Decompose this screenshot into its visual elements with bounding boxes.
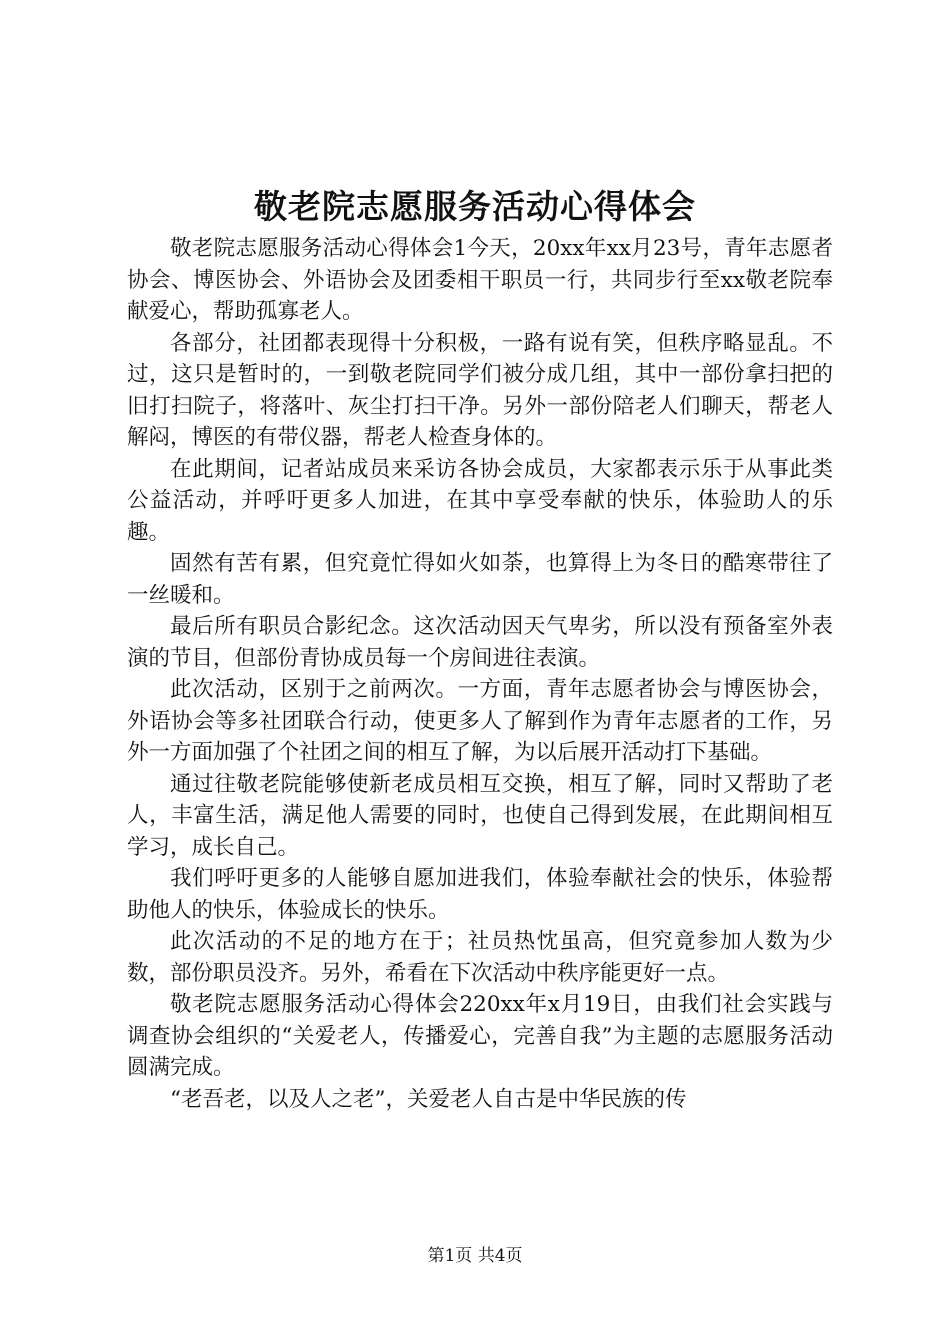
paragraph-1: 敬老院志愿服务活动心得体会1今天，20xx年xx月23号，青年志愿者协会、博医协会、外语协会及团委相干职员一行，共同步行至xx敬老院奉献爱心，帮助孤寡老人。 (127, 236, 833, 324)
document-body (127, 233, 833, 1115)
paragraph-10: 敬老院志愿服务活动心得体会220xx年x月19日，由我们社会实践与调查协会组织的“关爱老人，传播爱心，完善自我”为主题的志愿服务活动圆满完成。 (127, 992, 833, 1080)
paragraph-2: 各部分，社团都表现得十分积极，一路有说有笑，但秩序略显乱。不过，这只是暂时的，一到敬老院同学们被分成几组，其中一部份拿扫把的旧打扫院子，将落叶、灰尘打扫干净。另外一部份陪老人们聊天，帮老人解闷，博医的有带仪器，帮老人检查身体的。 (127, 330, 833, 450)
paragraph-3: 在此期间，记者站成员来采访各协会成员，大家都表示乐于从事此类公益活动，并呼吁更多人加进，在其中享受奉献的快乐，体验助人的乐趣。 (127, 456, 833, 545)
page-footer: 第1页 共4页 (427, 1246, 523, 1266)
paragraph-6: 此次活动，区别于之前两次。一方面，青年志愿者协会与博医协会，外语协会等多社团联合行动，使更多人了解到作为青年志愿者的工作，另外一方面加强了个社团之间的相互了解，为以后展开活动打下基础。 (127, 677, 833, 765)
paragraph-7: 通过往敬老院能够使新老成员相互交换，相互了解，同时又帮助了老人，丰富生活，满足他人需要的同时，也使自己得到发展，在此期间相互学习，成长自己。 (127, 771, 833, 860)
paragraph-8: 我们呼吁更多的人能够自愿加进我们，体验奉献社会的快乐，体验帮助他人的快乐，体验成长的快乐。 (127, 866, 833, 923)
paragraph-4: 固然有苦有累，但究竟忙得如火如荼，也算得上为冬日的酷寒带往了一丝暖和。 (127, 551, 833, 608)
paragraph-11: “老吾老，以及人之老”，关爱老人自古是中华民族的传 (170, 1086, 687, 1112)
paragraph-5: 最后所有职员合影纪念。这次活动因天气卑劣，所以没有预备室外表演的节目，但部份青协成员每一个房间进往表演。 (127, 614, 833, 671)
paragraph-9: 此次活动的不足的地方在于；社员热忱虽高，但究竟参加人数为少数，部份职员没齐。另外，希看在下次活动中秩序能更好一点。 (127, 929, 833, 986)
document-title: 敬老院志愿服务活动心得体会 (254, 187, 696, 226)
